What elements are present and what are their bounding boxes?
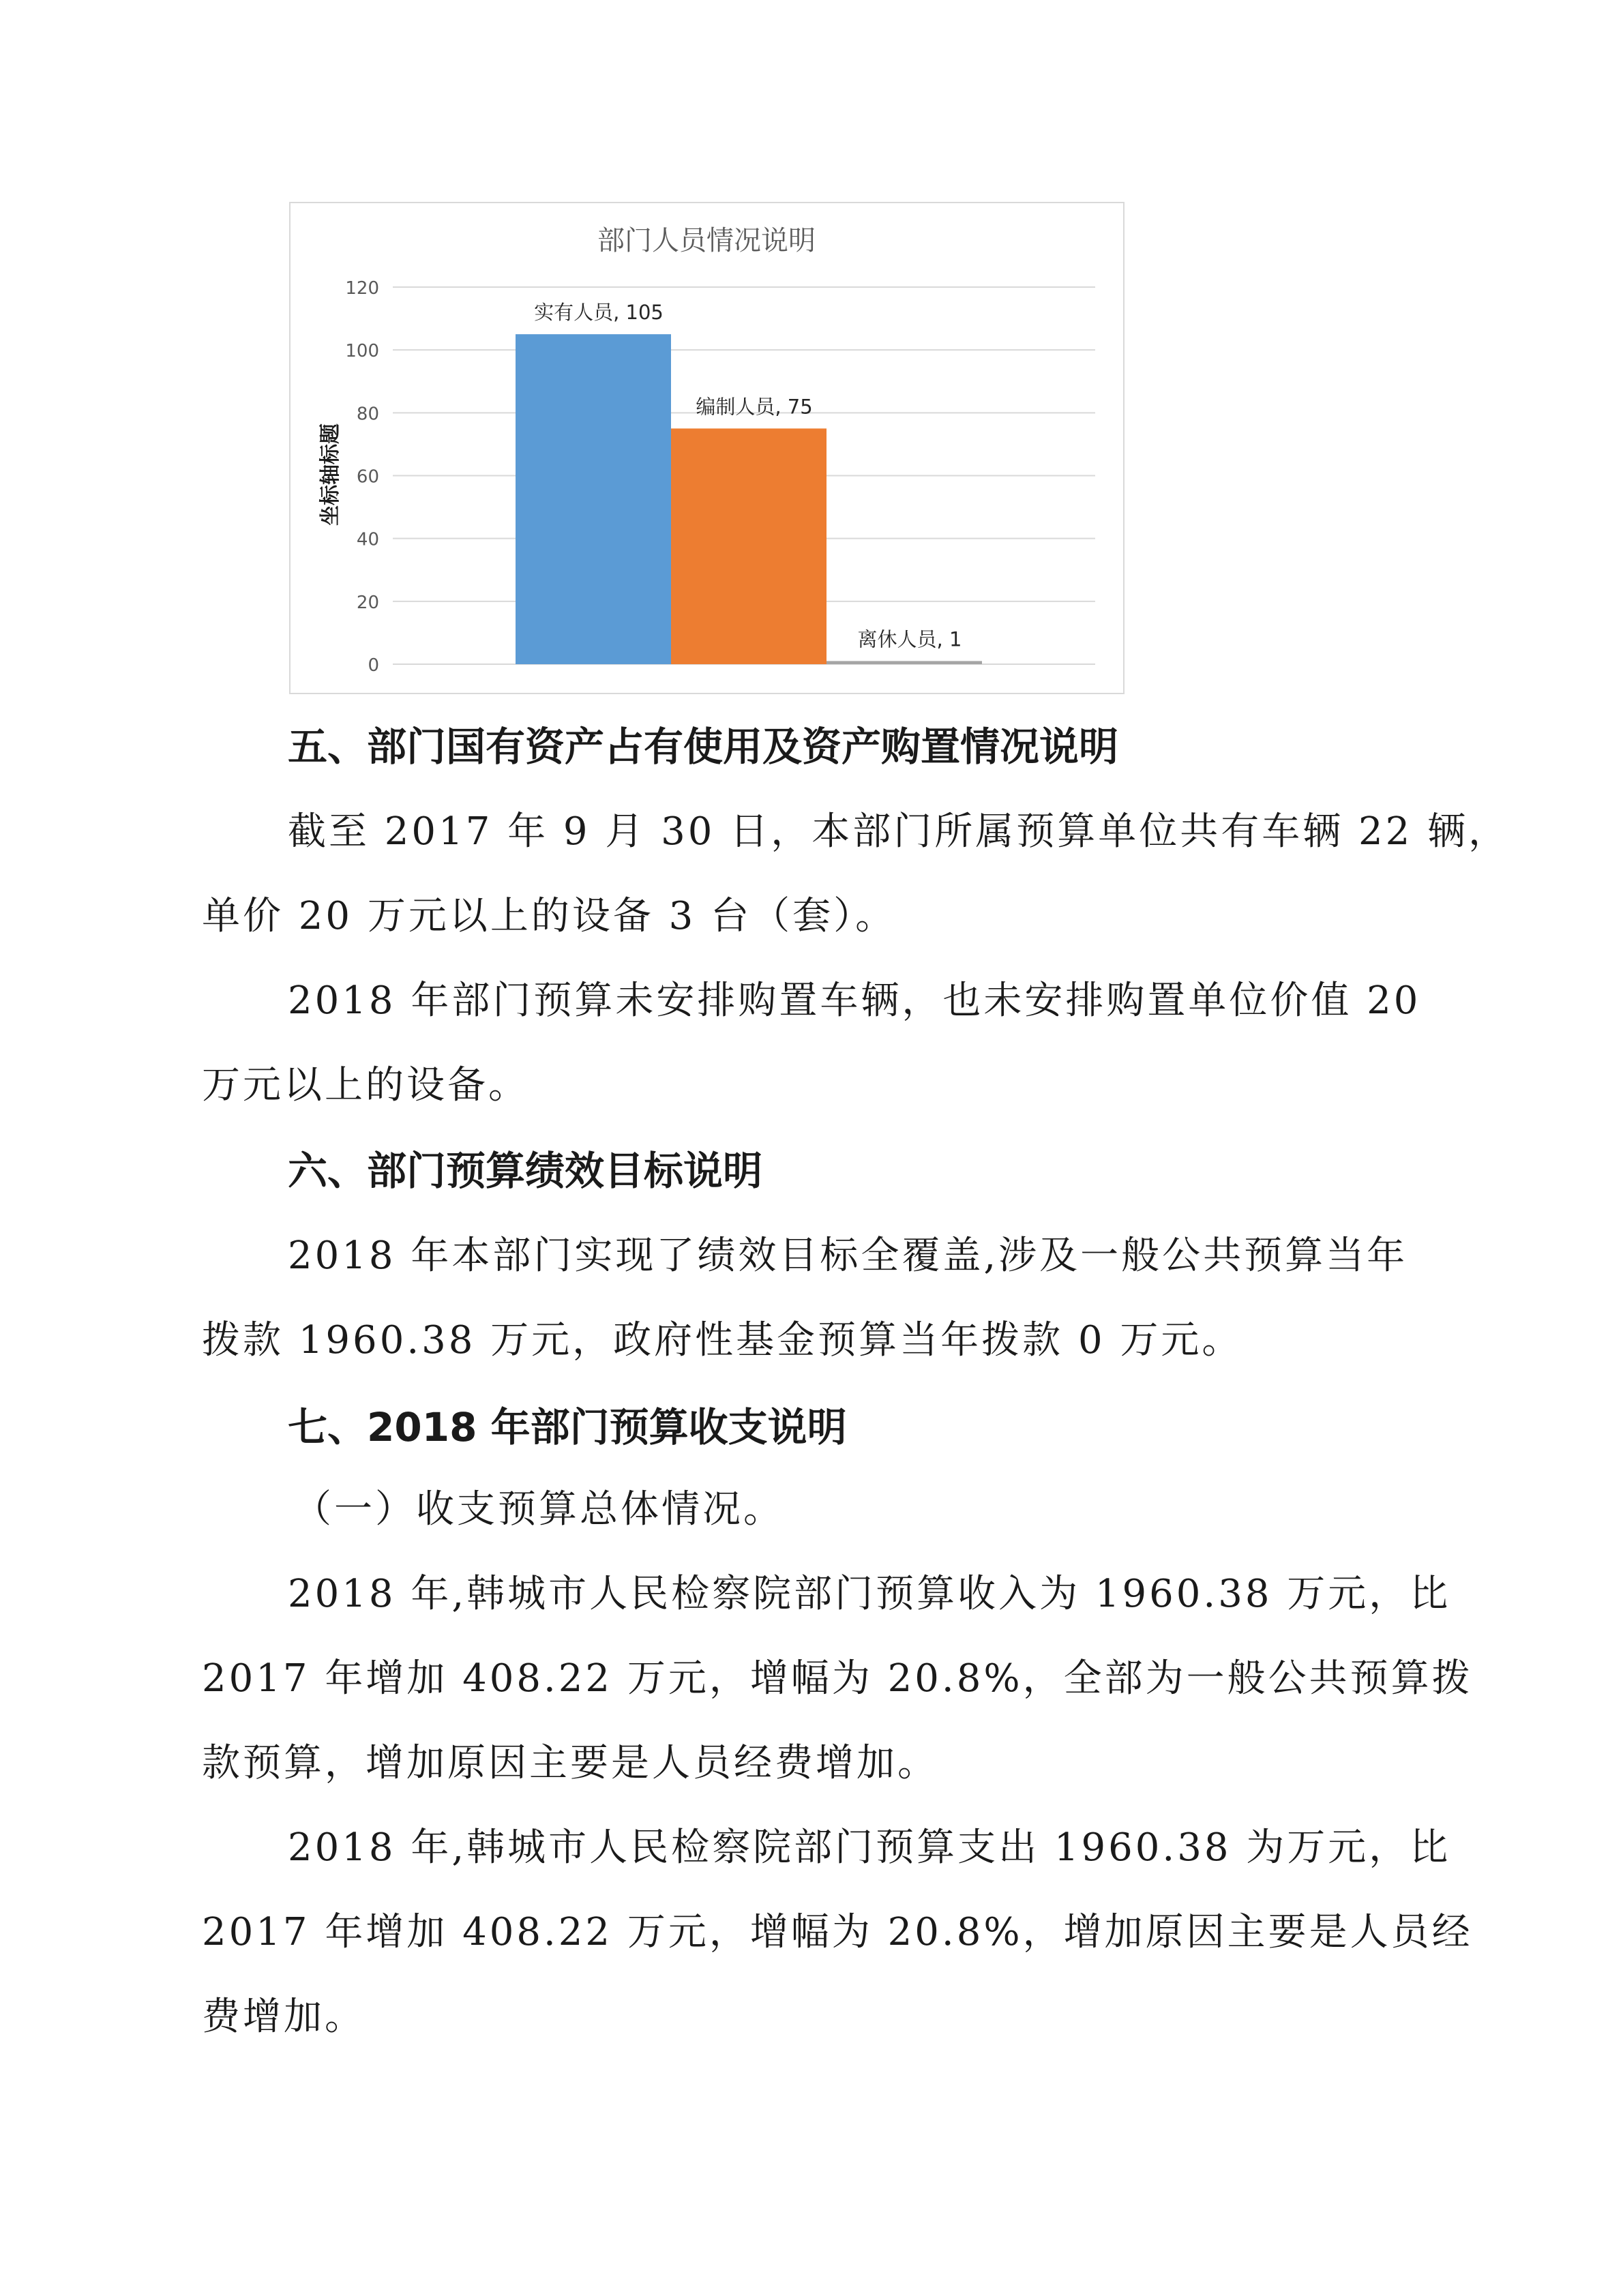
y-axis-title: 坐标轴标题 [318,423,342,526]
y-tick-label: 100 [345,341,379,362]
text-line: 2018 年本部门实现了绩效目标全覆盖,涉及一般公共预算当年 [288,1234,1408,1278]
y-tick-label: 20 [356,592,379,613]
text-line: 2017 年增加 408.22 万元，增幅为 20.8%，全部为一般公共预算拨 [202,1656,1473,1701]
y-tick-label: 120 [345,278,379,299]
text-line: 2017 年增加 408.22 万元，增幅为 20.8%，增加原因主要是人员经 [202,1910,1473,1954]
section-7-subheading-1 [202,1467,1457,1552]
section-7-paragraph-2 [202,1806,1473,2059]
text-line: 拨款 1960.38 万元，政府性基金预算当年拨款 0 万元。 [202,1318,1243,1362]
data-label-2: 编制人员, 75 [696,395,813,419]
y-tick-label: 80 [356,404,379,425]
section-6-heading: 六、部门预算绩效目标说明 [288,1148,763,1194]
text-line: 费增加。 [202,1995,366,2039]
chart-bars [516,334,982,664]
data-label-1: 实有人员, 105 [534,301,664,325]
section-7-paragraph-1 [202,1552,1473,1806]
staff-bar-chart [291,203,1123,693]
text-line: （一）收支预算总体情况。 [293,1487,784,1532]
y-axis-ticks [345,278,379,676]
chart-title: 部门人员情况说明 [597,225,816,256]
y-tick-label: 0 [368,655,379,676]
section-5-heading: 五、部门国有资产占有使用及资产购置情况说明 [288,724,1119,770]
text-line: 万元以上的设备。 [202,1063,529,1107]
staff-chart [289,202,1125,694]
section-6-paragraph-1 [202,1214,1457,1383]
text-line: 单价 20 万元以上的设备 3 台（套）。 [202,894,897,938]
section-7-heading: 七、2018 年部门预算收支说明 [288,1404,847,1450]
y-tick-label: 40 [356,529,379,550]
bar-3 [827,661,982,664]
section-5-paragraph-2 [202,959,1457,1128]
bar-1 [516,334,671,664]
y-tick-label: 60 [356,466,379,488]
bar-2 [671,428,827,664]
text-line: 2018 年,韩城市人民检察院部门预算支出 1960.38 为万元，比 [288,1825,1451,1870]
section-5-paragraph-1 [202,790,1510,959]
text-line: 2018 年部门预算未安排购置车辆，也未安排购置单位价值 20 [288,979,1421,1023]
text-line: 款预算，增加原因主要是人员经费增加。 [202,1741,938,1785]
text-line: 2018 年,韩城市人民检察院部门预算收入为 1960.38 万元，比 [288,1572,1451,1616]
data-label-3: 离休人员, 1 [857,627,962,651]
text-line: 截至 2017 年 9 月 30 日，本部门所属预算单位共有车辆 22 辆， [288,809,1510,854]
